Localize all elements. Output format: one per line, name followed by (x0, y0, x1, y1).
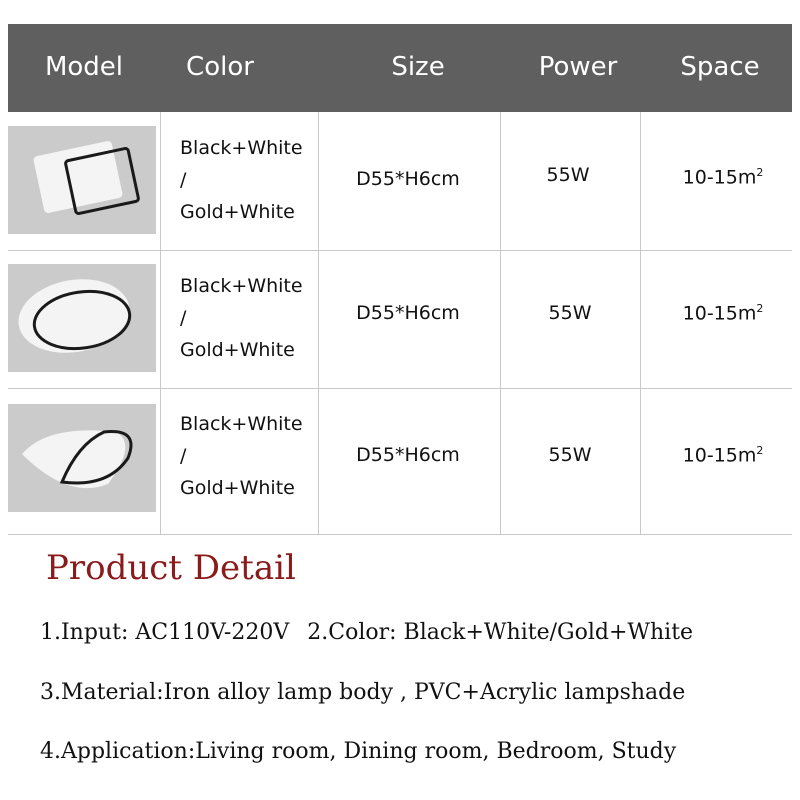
size-value: D55*H6cm (356, 444, 460, 466)
detail-line-input-color: 1.Input: AC110V-220V 2.Color: Black+White/Gold+White (40, 620, 694, 645)
size-value: D55*H6cm (356, 168, 460, 190)
space-value: $10-15m^2$ (682, 302, 764, 325)
table-header (8, 24, 792, 112)
table-row (8, 112, 792, 251)
header-size: Size (391, 52, 445, 82)
space-value: $10-15m^2$ (682, 166, 764, 189)
oval-ring-lamp-thumbnail (8, 264, 156, 372)
power-value: 55W (546, 164, 590, 186)
header-space: Space (680, 52, 760, 82)
table-row (8, 388, 792, 535)
detail-line-application: 4.Application:Living room, Dining room, Bedroom, Study (40, 739, 677, 764)
power-value: 55W (548, 444, 592, 466)
detail-line-material: 3.Material:Iron alloy lamp body , PVC+Acrylic lampshade (40, 680, 686, 705)
space-value: $10-15m^2$ (682, 444, 764, 467)
header-power: Power (538, 52, 618, 82)
square-ring-lamp-thumbnail (8, 126, 156, 234)
table-row (8, 250, 792, 389)
triangle-ring-lamp-thumbnail (8, 404, 156, 512)
size-value: D55*H6cm (356, 302, 460, 324)
product-detail-title: Product Detail (46, 548, 296, 588)
header-model: Model (44, 52, 124, 82)
color-options: Black+White / Gold+White (180, 275, 303, 361)
color-options: Black+White / Gold+White (180, 137, 303, 223)
color-options: Black+White / Gold+White (180, 413, 303, 499)
header-color: Color (186, 52, 254, 82)
power-value: 55W (548, 302, 592, 324)
